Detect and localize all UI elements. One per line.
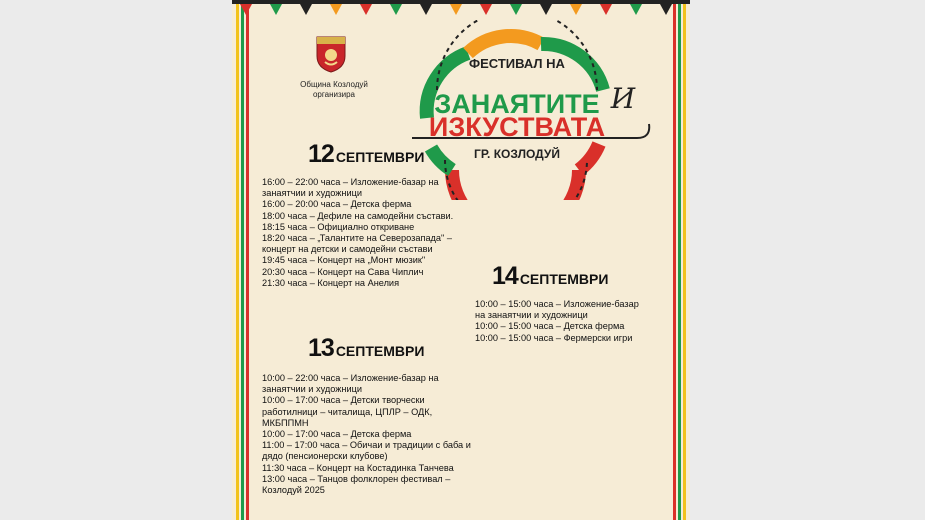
logo-word-arts: ИЗКУСТВАТА	[428, 112, 606, 142]
right-stripe-green	[678, 0, 681, 520]
ornament-diamond	[240, 4, 252, 15]
event-line: занаятчии и художници	[262, 188, 362, 199]
event-line: Козлодуй 2025	[262, 485, 325, 496]
ornament-diamond	[360, 4, 372, 15]
logo-connector: И	[610, 82, 636, 115]
day-13-heading	[308, 334, 424, 363]
left-stripe-red	[246, 0, 249, 520]
event-line: 20:30 часа – Концерт на Сава Чиплич	[262, 266, 424, 277]
day-12-events	[262, 177, 482, 289]
embroidery-ornament	[232, 0, 690, 18]
day-14-events	[475, 299, 665, 344]
event-line: 10:00 – 17:00 часа – Детска ферма	[262, 429, 412, 440]
event-line: занаятчии и художници	[262, 384, 362, 395]
event-line: 10:00 – 15:00 часа – Детска ферма	[475, 321, 625, 332]
day-14-month: СЕПТЕМВРИ	[519, 271, 609, 287]
organizer-note: организира	[312, 90, 355, 99]
ornament-diamond	[390, 4, 402, 15]
ornament-diamond	[540, 4, 552, 15]
day-14-number: 14	[492, 262, 518, 290]
event-line: МКБППМН	[262, 417, 309, 428]
day-13-events	[262, 373, 492, 496]
day-12-heading	[308, 140, 424, 169]
ornament-diamond	[420, 4, 432, 15]
event-line: 13:00 часа – Танцов фолклорен фестивал –	[262, 473, 451, 484]
logo-bottom-text: ГР. КОЗЛОДУЙ	[474, 147, 560, 161]
ornament-diamond	[600, 4, 612, 15]
organizer-name: Община Козлодуй	[300, 80, 368, 89]
event-line: 11:00 – 17:00 часа – Обичаи и традиции с баба и	[262, 440, 471, 451]
event-line: 18:00 часа – Дефиле на самодейни състави.	[262, 210, 454, 221]
ornament-diamond	[450, 4, 462, 15]
ornament-diamond	[570, 4, 582, 15]
event-line: 10:00 – 15:00 часа – Фермерски игри	[475, 332, 633, 343]
event-line: на занаятчии и художници	[475, 310, 588, 321]
event-line: концерт на детски и самодейни състави	[262, 244, 433, 255]
event-line: дядо (пенсионерски клубове)	[262, 451, 388, 462]
event-line: 16:00 – 20:00 часа – Детска ферма	[262, 199, 412, 210]
event-line: 16:00 – 22:00 часа – Изложение-базар на	[262, 177, 439, 187]
logo-word-crafts: ЗАНАЯТИТЕ	[434, 89, 600, 119]
festival-logo	[407, 20, 667, 200]
event-line: 11:30 часа – Концерт на Костадинка Танчева	[262, 462, 454, 473]
day-12-month: СЕПТЕМВРИ	[335, 149, 425, 165]
left-stripe-yellow	[236, 0, 239, 520]
day-13-month: СЕПТЕМВРИ	[335, 343, 425, 359]
event-line: 19:45 часа – Концерт на „Монт мюзик"	[262, 255, 426, 266]
day-14-heading	[492, 262, 608, 291]
organizer-label	[284, 80, 384, 100]
ornament-diamond	[330, 4, 342, 15]
event-line: 10:00 – 22:00 часа – Изложение-базар на	[262, 373, 439, 383]
ornament-diamond	[660, 4, 672, 15]
event-line: 10:00 – 17:00 часа – Детски творчески	[262, 395, 425, 406]
ornament-diamond	[630, 4, 642, 15]
right-stripe-red	[673, 0, 676, 520]
event-line: работилници – читалища, ЦПЛР – ОДК,	[262, 406, 433, 417]
ornament-diamond	[480, 4, 492, 15]
municipality-crest-icon	[314, 34, 348, 74]
event-line: 18:20 часа – „Талантите на Северозапада" –	[262, 233, 452, 244]
festival-poster	[232, 0, 690, 520]
ornament-diamond	[510, 4, 522, 15]
logo-top-text: ФЕСТИВАЛ НА	[469, 56, 565, 71]
ornament-diamond	[300, 4, 312, 15]
event-line: 18:15 часа – Официално откриване	[262, 221, 415, 232]
event-line: 10:00 – 15:00 часа – Изложение-базар	[475, 299, 639, 309]
ornament-diamond	[270, 4, 282, 15]
day-12-number: 12	[308, 140, 334, 168]
event-line: 21:30 часа – Концерт на Анелия	[262, 277, 400, 288]
day-13-number: 13	[308, 334, 334, 362]
right-stripe-yellow	[683, 0, 686, 520]
left-stripe-green	[241, 0, 244, 520]
